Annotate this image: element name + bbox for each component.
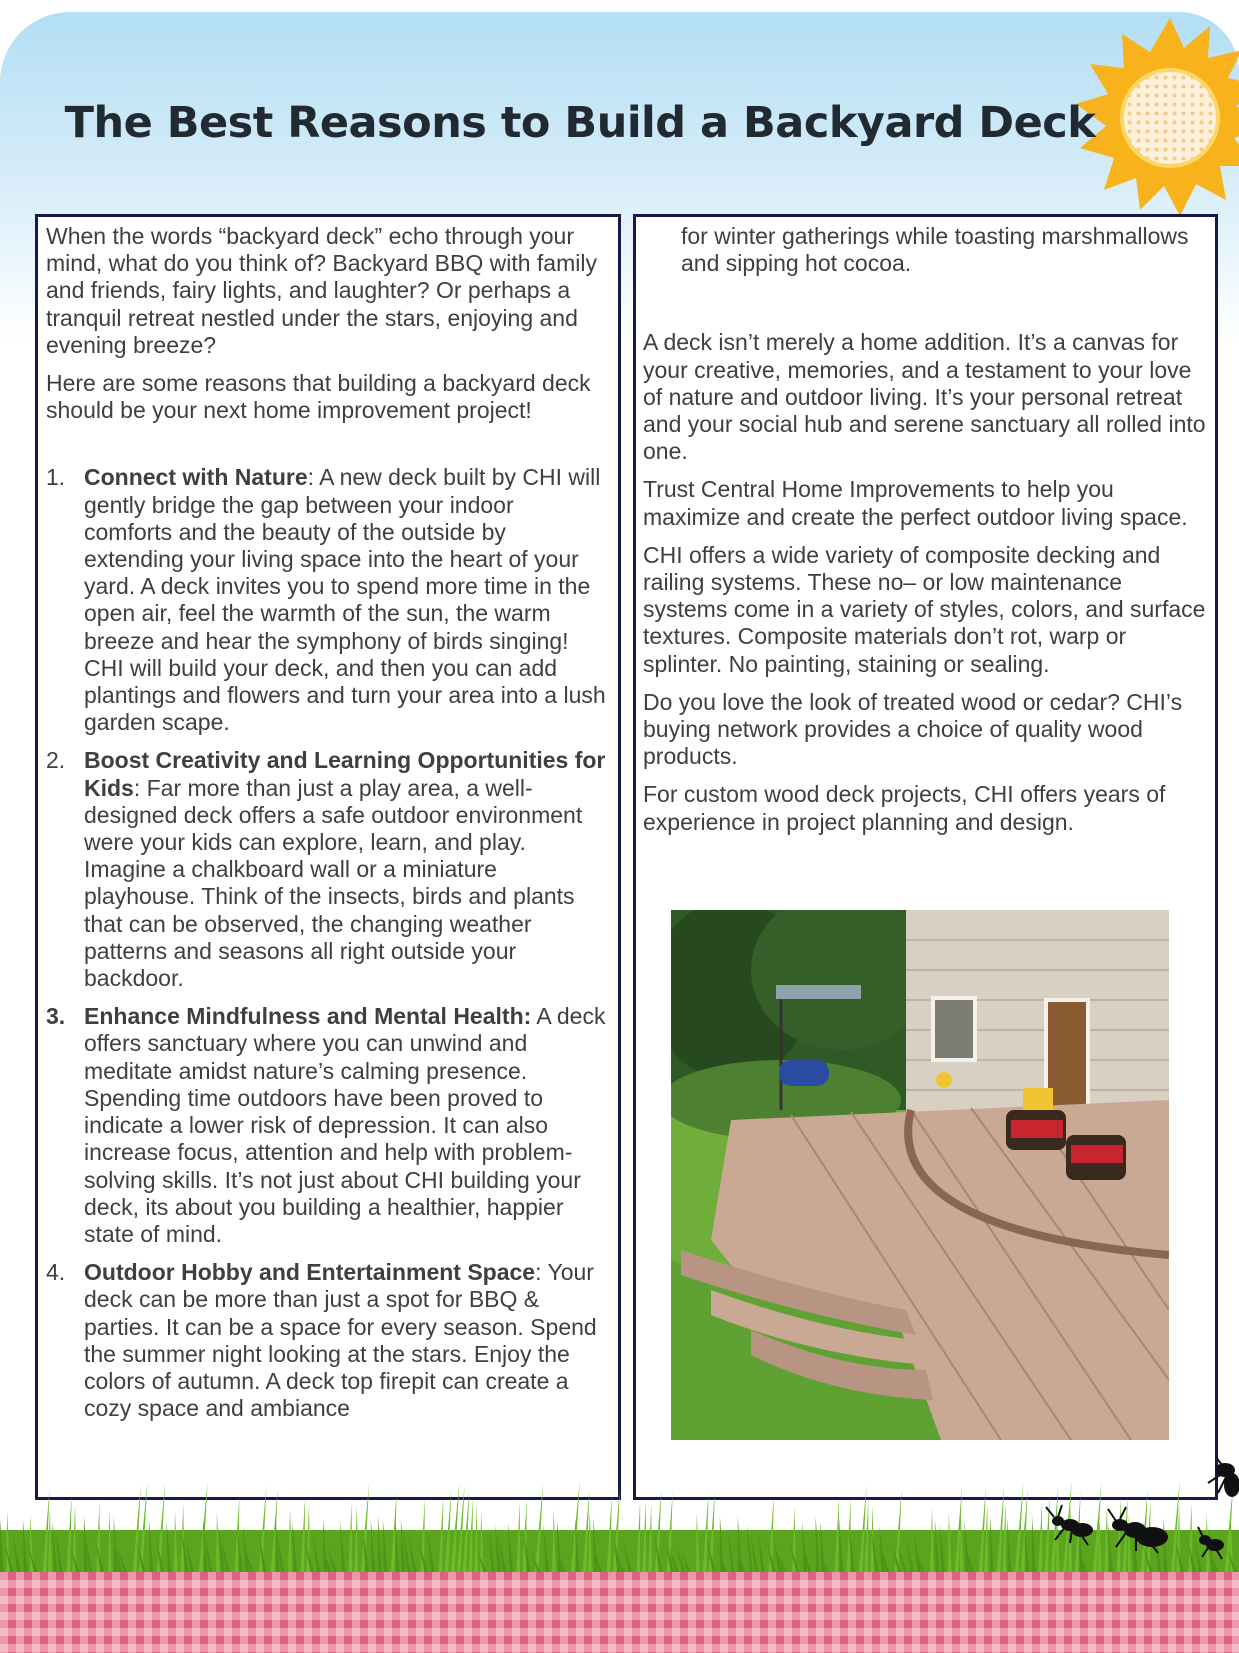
reason-number: 1. [46, 464, 66, 491]
reason-item-4 [46, 1259, 606, 1422]
right-paragraph-3: CHI offers a wide variety of composite decking and railing systems. These no– or low maintenance systems come in a variety of styles, colors, and surface textures. Composite materials don’t rot, warp or splinter. No painting, staining or sealing. [643, 541, 1206, 677]
list-continuation: for winter gatherings while toasting marshmallows and sipping hot cocoa. [681, 223, 1189, 277]
reason-text: : Far more than just a play area, a well-designed deck offers a safe outdoor environment were your kids can explore, learn, and play. Imagine a chalkboard wall or a miniature playhouse. Think of the insects, birds and plants that can be observed, the changing weather patterns and seasons all right outside your backdoor. [84, 774, 583, 992]
gingham-tablecloth [0, 1572, 1239, 1653]
reason-text: : A new deck built by CHI will gently bridge the gap between your indoor comforts and the beauty of the outside by extending your living space into the heart of your yard. A deck invites you to spend more time in the open air, feel the warmth of the sun, the warm breeze and hear the symphony of birds singing! CHI will build your deck, and then you can add plantings and flowers and turn your area into a lush garden scape. [84, 464, 606, 736]
deck-photo [671, 910, 1169, 1440]
page-title: The Best Reasons to Build a Backyard Deck [64, 98, 1096, 148]
reason-number: 4. [46, 1259, 66, 1286]
intro-paragraph-2: Here are some reasons that building a backyard deck should be your next home improvement project! [46, 370, 591, 424]
intro-paragraph-1: When the words “backyard deck” echo through your mind, what do you think of? Backyard BBQ with family and friends, fairy lights, and laughter? Or perhaps a tranquil retreat nestled under the stars, enjoying and evening breeze? [46, 223, 597, 358]
reason-title: Enhance Mindfulness and Mental Health: [84, 1003, 532, 1030]
reason-item-2 [46, 747, 606, 992]
right-paragraph-5: For custom wood deck projects, CHI offers years of experience in project planning and design. [643, 781, 1166, 835]
reason-number: 2. [46, 747, 66, 774]
right-paragraph-2: Trust Central Home Improvements to help you maximize and create the perfect outdoor living space. [643, 476, 1188, 530]
reason-text: A deck offers sanctuary where you can unwind and meditate amidst nature’s calming presence. Spending time outdoors have been proved to indicate a lower risk of depression. It can also increase focus, attention and help with problem-solving skills. It’s not just about CHI building your deck, its about you building a healthier, happier state of mind. [84, 1003, 606, 1247]
reason-item-3 [46, 1003, 606, 1248]
reason-title: Outdoor Hobby and Entertainment Space [84, 1259, 536, 1286]
ant-icon [1040, 1455, 1239, 1580]
right-paragraph-4: Do you love the look of treated wood or cedar? CHI’s buying network provides a choice of quality wood products. [643, 688, 1183, 770]
reason-text: : Your deck can be more than just a spot for BBQ & parties. It can be a space for every season. Spend the summer night looking at the stars. Enjoy the colors of autumn. A deck top firepit can create a cozy space and ambiance [84, 1259, 597, 1422]
reason-number: 3. [46, 1003, 66, 1030]
left-column-content [46, 223, 606, 1433]
right-paragraph-1: A deck isn’t merely a home addition. It’s a canvas for your creative, memories, and a testament to your love of nature and outdoor living. It’s your personal retreat and your social hub and serene sanctuary all rolled into one. [643, 329, 1206, 465]
right-column [633, 214, 1218, 1500]
reasons-list [46, 464, 606, 1422]
reason-item-1 [46, 464, 606, 736]
reason-title: Connect with Nature [84, 464, 308, 491]
right-column-content [643, 223, 1211, 847]
left-column [35, 214, 621, 1500]
reason-title: Boost Creativity and Learning Opportunities for Kids [84, 747, 606, 801]
